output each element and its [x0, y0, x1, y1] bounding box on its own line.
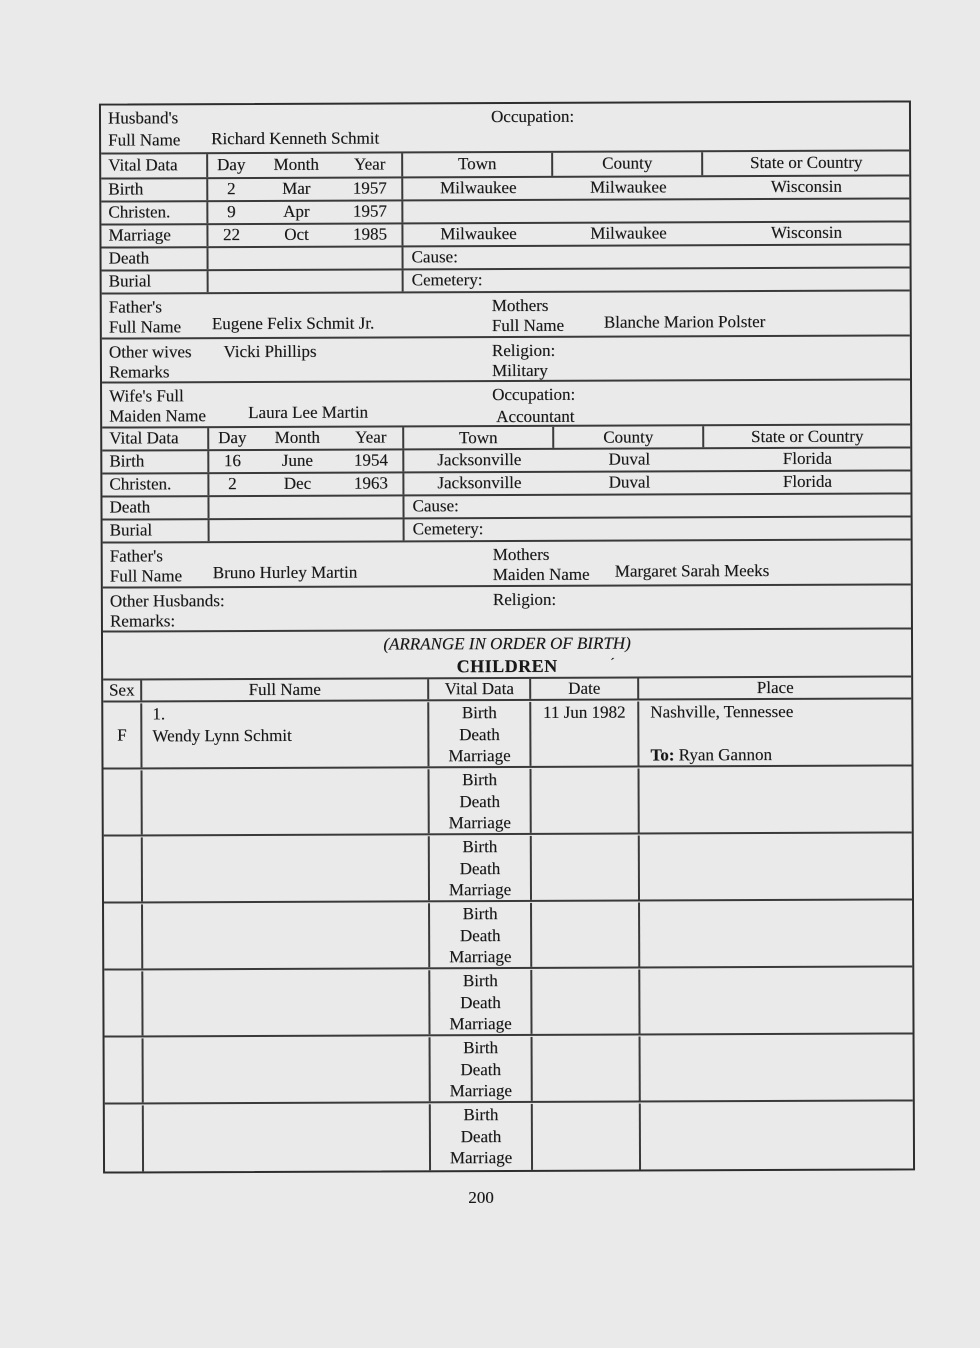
husband-father-name: Eugene Felix Schmit Jr.: [211, 313, 375, 334]
mother-label-line2: Full Name: [491, 315, 565, 336]
vital-data-header: Vital Data: [429, 679, 531, 699]
month-header: Month: [274, 427, 320, 447]
child-number: [154, 1037, 429, 1060]
vital-marriage-label: Marriage: [449, 1147, 513, 1168]
wife-religion-label: Religion:: [492, 589, 557, 610]
month-header: Month: [273, 154, 319, 174]
date-header: Date: [531, 678, 639, 698]
day-month-year-header: [208, 153, 403, 177]
cemetery-label: Cemetery:: [412, 519, 484, 539]
vital-marriage-label: Marriage: [449, 1013, 512, 1034]
birth-town: Milwaukee: [439, 177, 517, 198]
vital-data-header: Vital Data: [101, 154, 208, 177]
year-header: Year: [355, 427, 387, 447]
child-number: 1.: [152, 704, 166, 724]
child-row-6: [105, 1034, 913, 1104]
child-number: [153, 769, 428, 792]
father-label-line1: Father's: [108, 297, 162, 317]
child-place-cell: [639, 700, 911, 765]
mother-label-line1: Mothers: [491, 295, 549, 316]
christen-month: Apr: [283, 201, 310, 221]
child-place-cell: [640, 901, 912, 966]
child-sex: F: [103, 703, 142, 767]
children-title: CHILDREN: [456, 655, 558, 676]
town-header: Town: [403, 153, 553, 177]
wife-burial-row: [103, 517, 911, 543]
christen-year: 1963: [353, 473, 388, 493]
birth-year: 1954: [353, 450, 388, 470]
child-full-name: [154, 1059, 429, 1082]
father-label: [103, 543, 210, 586]
child-birth-place: [651, 968, 912, 991]
husband-label: [101, 105, 211, 152]
cemetery-label: Cemetery:: [411, 270, 483, 290]
husband-otherwives-remarks-row: [102, 336, 910, 383]
place-header: Place: [756, 677, 794, 698]
child-number: [154, 1104, 429, 1127]
birth-label: Birth: [101, 179, 208, 200]
scan-artifact-mark: ˊ: [610, 656, 615, 672]
christen-town: Jacksonville: [437, 472, 522, 493]
county-header: County: [554, 426, 704, 448]
christen-state: Florida: [782, 471, 832, 491]
husband-birth-row: [101, 176, 909, 202]
child-vital-cell: [430, 970, 532, 1034]
death-date-cell: [209, 496, 404, 518]
christen-state: [703, 199, 909, 221]
vital-birth-label: Birth: [463, 1038, 499, 1058]
vital-birth-label: Birth: [462, 904, 498, 924]
town-header: Town: [404, 427, 554, 449]
child-birth-date: [533, 1036, 639, 1058]
child-date-cell: [532, 902, 640, 966]
child-name-cell: [144, 1104, 431, 1171]
religion-military-cell: [492, 336, 910, 380]
birth-state: Florida: [782, 448, 832, 468]
birth-state: Wisconsin: [770, 176, 842, 196]
child-date-cell: [532, 835, 640, 899]
death-date-cell: [209, 247, 404, 269]
burial-date-cell: [209, 270, 404, 292]
vital-data-header: Vital Data: [102, 428, 209, 449]
other-wives-label: Other wives: [108, 342, 192, 362]
marriage-label: Marriage: [101, 225, 208, 246]
empty-line: [493, 625, 911, 627]
vital-death-label: Death: [460, 992, 501, 1012]
child-full-name: [153, 992, 428, 1015]
child-row-5: [104, 967, 912, 1037]
marriage-month: Oct: [284, 224, 309, 244]
child-sex: [104, 770, 143, 834]
child-name-cell: [144, 1037, 431, 1102]
wife-death-row: [102, 494, 910, 520]
birth-town: Jacksonville: [437, 449, 522, 470]
wife-otherhusbands-remarks-row: [103, 585, 911, 632]
father-label-line1: Father's: [109, 546, 163, 566]
year-header: Year: [353, 154, 386, 174]
husband-parents-row: [102, 291, 910, 339]
child-vital-cell: [431, 1037, 533, 1101]
child-vital-cell: [430, 903, 532, 967]
child-vital-cell: [429, 702, 531, 766]
wife-label: [102, 383, 222, 426]
child-row-2: [104, 766, 912, 836]
state-or-country-header: State or Country: [749, 152, 863, 173]
marriage-county: Milwaukee: [590, 223, 667, 243]
child-name-cell: [143, 903, 430, 968]
husband-label-line1: Husband's: [107, 108, 179, 128]
arrange-note: (ARRANGE IN ORDER OF BIRTH): [383, 633, 631, 653]
christen-date-cell: [208, 201, 403, 223]
child-birth-place: [652, 1035, 913, 1058]
family-group-record-form: [99, 100, 915, 1173]
husband-full-name: Richard Kenneth Schmit: [211, 128, 380, 149]
child-name-cell: [142, 702, 429, 767]
child-birth-date: [532, 969, 638, 991]
christen-day: 2: [228, 474, 237, 494]
other-husbands-label: Other Husbands:: [109, 591, 225, 611]
mother-label: [492, 293, 604, 336]
child-birth-place: [651, 901, 912, 924]
vital-marriage-label: Marriage: [448, 812, 511, 833]
marriage-state: Wisconsin: [770, 222, 843, 242]
child-number: [153, 836, 428, 859]
child-birth-date: [532, 902, 638, 924]
page-number: 200: [468, 1188, 494, 1207]
child-sex: [104, 904, 143, 968]
state-or-country-header: State or Country: [750, 426, 864, 447]
child-full-name: [153, 791, 428, 814]
vital-birth-label: Birth: [462, 971, 498, 991]
birth-date-cell: [208, 178, 403, 200]
child-birth-place: [651, 834, 912, 857]
christen-label: Christen.: [102, 474, 209, 495]
wife-remarks-label: Remarks:: [109, 611, 176, 631]
christen-county: [553, 200, 703, 222]
birth-month: Mar: [282, 178, 311, 198]
vital-death-label: Death: [459, 724, 500, 744]
child-vital-cell: [430, 836, 532, 900]
wife-label-line2: Maiden Name: [109, 406, 206, 426]
wife-occupation-label: Occupation:: [492, 384, 576, 405]
child-birth-place: Nashville, Tennessee: [650, 701, 794, 722]
child-marriage-to: To: Ryan Gannon: [650, 744, 772, 765]
otherwives-line: [109, 341, 492, 362]
children-header-row: [103, 677, 911, 702]
child-birth-place: [651, 767, 912, 790]
mother-label-line1: Mothers: [492, 544, 550, 565]
cause-label: Cause:: [412, 496, 459, 516]
birth-county: Milwaukee: [589, 177, 667, 197]
christen-town: [403, 201, 553, 223]
vital-birth-label: Birth: [463, 1105, 499, 1125]
husband-label-line2: Full Name: [108, 130, 181, 150]
husband-death-row: [102, 245, 910, 271]
husband-religion-label: Religion:: [491, 340, 556, 361]
wife-occupation-cell: [492, 385, 575, 427]
mother-label-line2: Maiden Name: [492, 564, 590, 585]
child-sex: [104, 971, 143, 1035]
child-birth-place: [652, 1102, 913, 1125]
child-full-name: Wendy Lynn Schmit: [152, 725, 292, 745]
wife-father-cell: [103, 542, 493, 586]
birth-county: Duval: [608, 449, 651, 469]
father-label: [102, 294, 209, 337]
child-full-name: [154, 1126, 429, 1149]
wife-name-row: [102, 380, 910, 428]
marriage-day: 22: [222, 225, 240, 245]
day-header: Day: [218, 427, 247, 448]
day-month-year-header: [209, 427, 404, 449]
wife-father-name: Bruno Hurley Martin: [212, 562, 358, 583]
vital-birth-label: Birth: [462, 837, 498, 857]
religion-military-lines: [492, 336, 910, 380]
child-row-3: [104, 833, 912, 903]
child-name-cell: [143, 970, 430, 1035]
husband-mother-cell: [492, 291, 910, 336]
child-name-cell: [143, 769, 430, 834]
birth-month: June: [281, 450, 313, 470]
vital-death-label: Death: [459, 858, 501, 878]
marriage-town: Milwaukee: [440, 223, 517, 244]
burial-label: Burial: [103, 520, 210, 541]
child-vital-cell: [430, 769, 532, 833]
christen-day: 9: [227, 202, 236, 222]
vital-death-label: Death: [460, 1059, 501, 1079]
birth-day: 16: [223, 451, 241, 471]
christen-date-cell: [209, 473, 404, 495]
husband-occupation-label: Occupation:: [490, 106, 575, 127]
wife-birth-row: [102, 448, 910, 474]
birth-day: 2: [226, 179, 236, 199]
husband-remarks-label: Remarks: [108, 362, 170, 382]
vital-death-label: Death: [459, 791, 500, 811]
burial-label: Burial: [102, 271, 209, 292]
death-label: Death: [102, 248, 209, 269]
child-date-cell: [532, 969, 640, 1033]
child-place-cell: [641, 1102, 913, 1169]
christen-label: Christen.: [101, 202, 208, 223]
marriage-year: 1985: [352, 224, 387, 244]
child-row-7: [105, 1101, 913, 1171]
otherhusbands-remarks-lines: [103, 587, 493, 630]
child-sex: [105, 1105, 144, 1171]
empty-line: [650, 722, 911, 745]
child-birth-date: 11 Jun 1982: [543, 702, 626, 722]
child-date-cell: [532, 768, 640, 832]
vital-birth-label: Birth: [461, 703, 497, 723]
child-date-cell: [533, 1036, 641, 1100]
wife-occupation-value: Accountant: [496, 406, 575, 427]
child-place-cell: [640, 968, 912, 1033]
vital-death-label: Death: [460, 1126, 502, 1146]
christen-month: Dec: [283, 473, 312, 493]
otherhusbands-remarks-cell: [103, 587, 493, 630]
father-label-line2: Full Name: [109, 566, 183, 586]
child-number: [153, 970, 428, 993]
child-vital-cell: [431, 1104, 533, 1170]
sex-header: Sex: [103, 680, 142, 700]
child-date-cell: [533, 1103, 641, 1169]
christen-year: 1957: [352, 201, 387, 221]
wife-label-line1: Wife's Full: [109, 386, 184, 406]
child-sex: [105, 1038, 144, 1102]
child-place-cell: [640, 767, 912, 832]
wife-parents-row: [103, 540, 911, 588]
birth-date-cell: [209, 450, 404, 472]
county-header: County: [553, 152, 703, 176]
wife-mother-name: Margaret Sarah Meeks: [614, 560, 770, 581]
otherwives-remarks-cell: [102, 338, 492, 381]
wife-religion-cell: [493, 585, 911, 629]
child-birth-date: [533, 1103, 639, 1125]
vital-marriage-label: Marriage: [448, 879, 512, 900]
child-full-name: [153, 858, 428, 881]
other-wives-value: Vicki Phillips: [223, 341, 317, 362]
child-birth-date: [532, 835, 638, 857]
husband-vital-header-row: [101, 151, 909, 179]
mother-label: [493, 542, 605, 585]
child-row-1: [103, 699, 911, 769]
child-date-cell: [531, 701, 639, 765]
cause-label: Cause:: [411, 247, 458, 267]
vital-death-label: Death: [459, 925, 501, 945]
husband-mother-name: Blanche Marion Polster: [603, 312, 766, 332]
vital-marriage-label: Marriage: [448, 745, 511, 766]
vital-birth-label: Birth: [462, 770, 498, 790]
otherwives-remarks-lines: [102, 338, 492, 381]
child-place-cell: [641, 1035, 913, 1100]
full-name-header: Full Name: [142, 679, 429, 700]
husband-father-cell: [102, 293, 492, 337]
vital-marriage-label: Marriage: [449, 946, 512, 967]
child-birth-date: [532, 768, 638, 790]
day-header: Day: [216, 155, 246, 175]
wife-maiden-name: Laura Lee Martin: [248, 402, 369, 422]
wife-mother-cell: [493, 540, 911, 585]
child-full-name: [153, 925, 428, 948]
child-place-cell: [640, 834, 912, 899]
birth-label: Birth: [102, 451, 209, 472]
child-row-4: [104, 900, 912, 970]
husband-marriage-row: [101, 222, 909, 248]
wife-religion-lines: [493, 585, 911, 629]
birth-year: 1957: [352, 178, 387, 198]
military-label: Military: [491, 360, 548, 381]
vital-marriage-label: Marriage: [449, 1080, 512, 1101]
burial-date-cell: [210, 519, 405, 541]
father-label-line2: Full Name: [108, 317, 182, 337]
child-number: [153, 903, 428, 926]
husband-burial-row: [102, 268, 910, 294]
marriage-date-cell: [208, 224, 403, 246]
death-label: Death: [102, 497, 209, 518]
wife-christen-row: [102, 471, 910, 497]
husband-christen-row: [101, 199, 909, 225]
child-name-cell: [143, 836, 430, 901]
wife-vital-header-row: [102, 425, 910, 451]
child-sex: [104, 837, 143, 901]
christen-county: Duval: [608, 472, 651, 492]
husband-name-row: [101, 102, 909, 154]
children-banner-row: [103, 629, 911, 680]
